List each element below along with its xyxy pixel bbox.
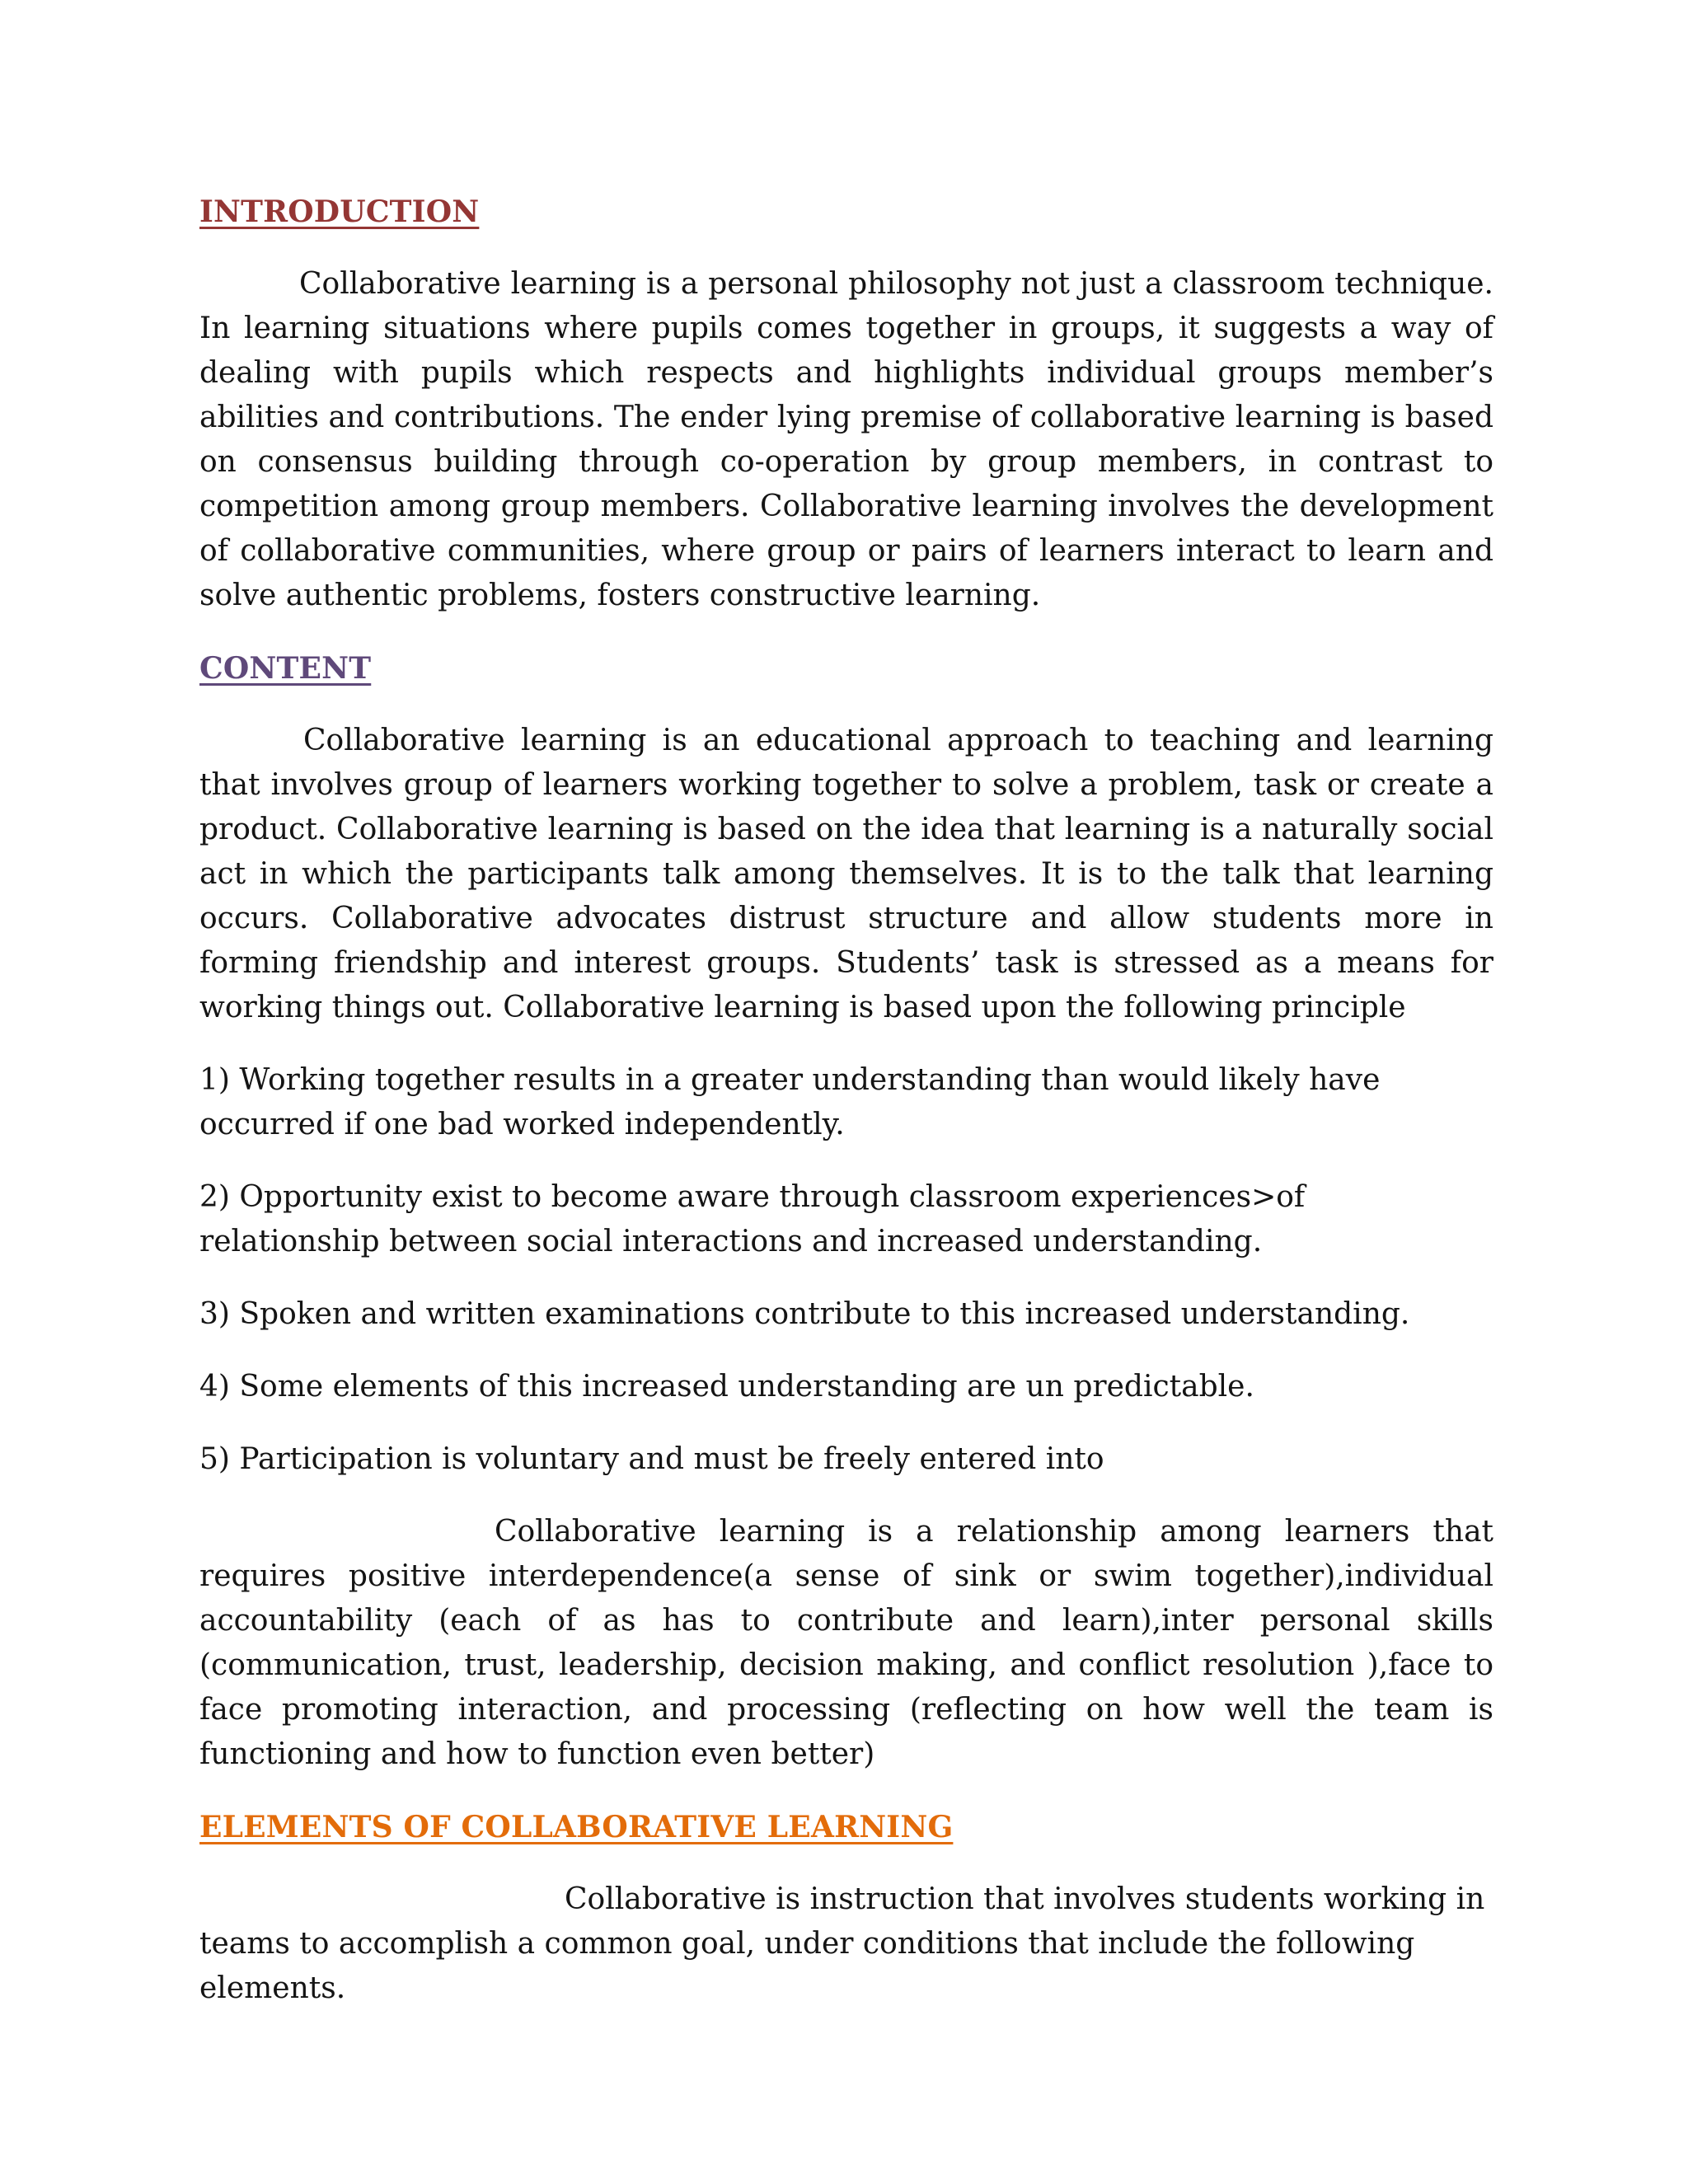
principle-item: 5) Participation is voluntary and must be freely entered into — [199, 1442, 1104, 1476]
elements-paragraph: Collaborative is instruction that involves students working in teams to accomplish a common goal, under conditions that include the following elements. — [199, 1882, 1485, 2005]
principles-list — [199, 1058, 1493, 1482]
content-closing-paragraph: Collaborative learning is a relationship among learners that requires positive interdependence(a sense of sink or swim together),individual accountability (each of as has to contribute and learn),inter personal skills (communication, trust, leadership, decision making, and conflict resolution ),face to face promoting interaction, and processing (reflecting on how well the team is functioning and how to function even better) — [199, 1515, 1493, 1771]
principle-item: 1) Working together results in a greater understanding than would likely have occurred if one bad worked independently. — [199, 1063, 1381, 1141]
content-paragraph: Collaborative learning is an educational approach to teaching and learning that involves group of learners working together to solve a problem, task or create a product. Collaborative learning is based on the idea that learning is a naturally social act in which the participants talk among themselves. It is to the talk that learning occurs. Collaborative advocates distrust structure and allow students more in forming friendship and interest groups. Students’ task is stressed as a means for working things out. Collaborative learning is based upon the following principle — [199, 724, 1493, 1024]
content-heading: CONTENT — [199, 651, 372, 686]
elements-heading: ELEMENTS OF COLLABORATIVE LEARNING — [199, 1810, 954, 1844]
principle-item: 4) Some elements of this increased understanding are un predictable. — [199, 1370, 1254, 1404]
introduction-heading: INTRODUCTION — [199, 194, 480, 229]
principle-item: 2) Opportunity exist to become aware through classroom experiences>of relationship between social interactions and increased understanding. — [199, 1180, 1306, 1258]
document-body — [199, 190, 1493, 2039]
introduction-paragraph: Collaborative learning is a personal philosophy not just a classroom technique. In learning situations where pupils comes together in groups, it suggests a way of dealing with pupils which respects and highlights individual groups member’s abilities and contributions. The ender lying premise of collaborative learning is based on consensus building through co-operation by group members, in contrast to competition among group members. Collaborative learning involves the development of collaborative communities, where group or pairs of learners interact to learn and solve authentic problems, fosters constructive learning. — [199, 267, 1493, 612]
principle-item: 3) Spoken and written examinations contribute to this increased understanding. — [199, 1297, 1410, 1331]
